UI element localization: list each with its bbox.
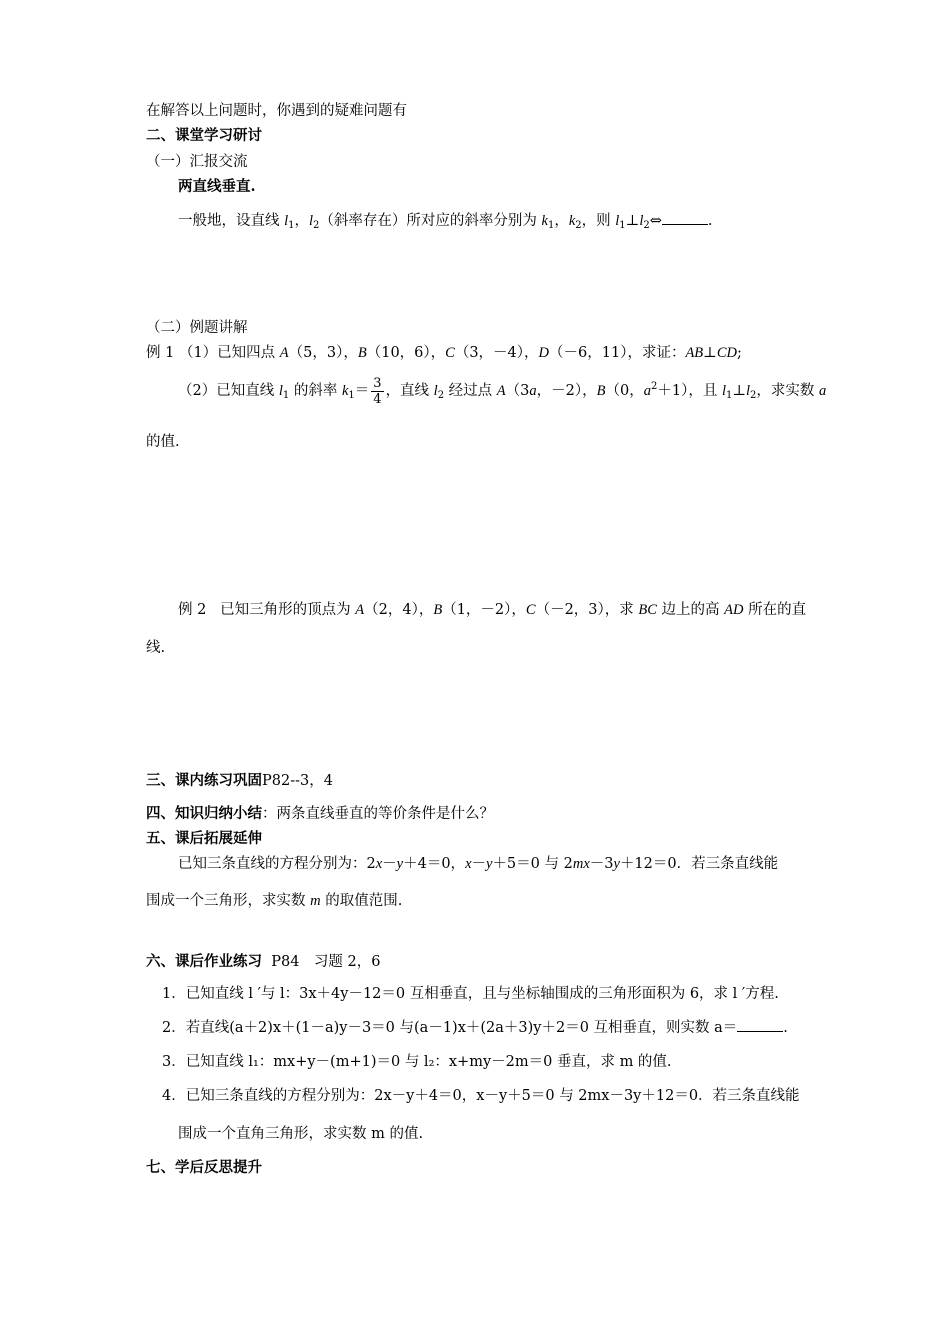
section-4: 四、知识归纳小结：两条直线垂直的等价条件是什么？	[146, 805, 494, 822]
homework-item-3: 3．已知直线 l₁：mx+y－(m+1)＝0 与 l₂：x+my－2m＝0 垂直，求 m 的值.	[162, 1054, 672, 1070]
extension-problem-end: 围成一个三角形，求实数 m 的取值范围.	[146, 893, 403, 909]
answer-blank	[737, 1019, 783, 1032]
perpendicular-definition: 一般地，设直线 $l_1$，$l_2$（斜率存在）所对应的斜率分别为 $k_1$，$k_2$，则 $l_1\perp l_2\Leftrightarrow$ .	[178, 213, 713, 231]
section-heading-7: 七、学后反思提升	[146, 1159, 262, 1176]
section-3: 三、课内练习巩固P82--3，4	[146, 772, 333, 789]
example2: 例 2 已知三角形的顶点为 A（2，4），B（1，－2），C（－2，3），求 BC 边上的高 AD 所在的直	[178, 602, 807, 618]
example1-part2: （2）已知直线 $l_1$ 的斜率 $k_1=$ $\frac{3}{4}$ ，直线 $l_2$ 经过点 A（3a，－2），B（0，$a^2+1$），且 $l_1\perp l_2$，求实数 a	[178, 375, 827, 407]
homework-item-1: 1．已知直线 l ′与 l：3x＋4y－12＝0 互相垂直，且与坐标轴围成的三角形面积为 6，求 l ′方程.	[162, 986, 779, 1002]
homework-item-4: 4．已知三条直线的方程分别为：2x－y＋4＝0，x－y＋5＝0 与 2mx－3y＋12＝0．若三条直线能	[162, 1088, 800, 1104]
subsection-report: （一）汇报交流	[146, 154, 248, 170]
homework-item-4-end: 围成一个直角三角形，求实数 m 的值.	[178, 1126, 424, 1142]
answer-blank	[662, 212, 708, 225]
topic-perpendicular: 两直线垂直.	[178, 178, 256, 195]
subsection-examples: （二）例题讲解	[146, 320, 248, 336]
intro-question: 在解答以上问题时，你遇到的疑难问题有	[146, 103, 407, 119]
example2-end: 线.	[146, 640, 166, 656]
section-6: 六、课后作业练习 P84 习题 2，6	[146, 953, 381, 970]
extension-problem: 已知三条直线的方程分别为：2x－y＋4＝0，x－y＋5＝0 与 2mx－3y＋12＝0．若三条直线能	[178, 856, 779, 872]
example1-part2-end: 的值.	[146, 434, 180, 450]
slope-fraction: $\frac{3}{4}$	[373, 375, 382, 407]
section-heading-5: 五、课后拓展延伸	[146, 830, 262, 847]
section-heading-2: 二、课堂学习研讨	[146, 127, 262, 144]
homework-item-2: 2．若直线(a＋2)x＋(1－a)y－3＝0 与(a－1)x＋(2a＋3)y＋2＝0 互相垂直，则实数 a＝ .	[162, 1020, 788, 1036]
example1-part1: 例 1 （1）已知四点 A（5，3），B（10，6），C（3，－4），D（－6，11），求证：AB⊥CD;	[146, 345, 742, 361]
